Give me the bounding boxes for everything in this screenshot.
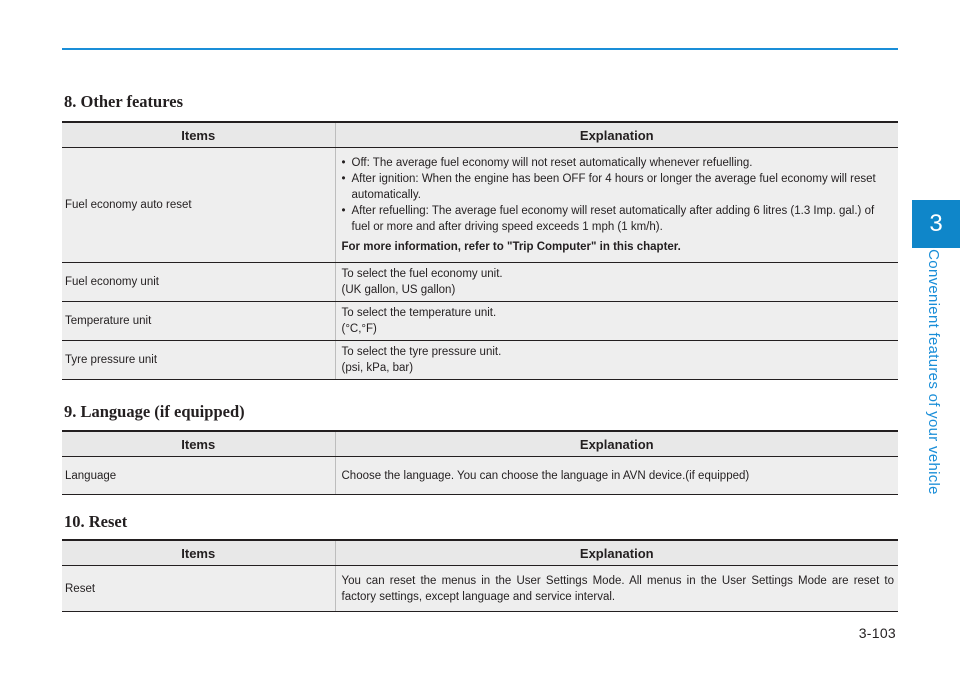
explanation-cell — [335, 148, 898, 263]
explanation-column-header: Explanation — [335, 431, 898, 457]
table-row-fuel-economy-auto-reset — [62, 148, 898, 263]
explanation-column-header: Explanation — [335, 540, 898, 566]
bullet-after-ignition: • After ignition: When the engine has been OFF for 4 hours or longer the average fuel economy will reset automatically. — [342, 171, 895, 203]
reference-note: For more information, refer to "Trip Computer" in this chapter. — [341, 241, 681, 253]
explanation-options: (psi, kPa, bar) — [341, 362, 414, 374]
explanation-cell — [335, 263, 898, 302]
items-column-header: Items — [62, 540, 335, 566]
bullet-off: • Off: The average fuel economy will not reset automatically whenever refuelling. — [342, 155, 895, 171]
item-cell: Fuel economy unit — [62, 263, 335, 302]
section-heading-language: 9. Language (if equipped) — [64, 402, 245, 421]
table-header-row — [62, 540, 898, 566]
table-row-fuel-economy-unit — [62, 263, 898, 302]
top-rule — [62, 48, 898, 50]
page-number: 3-103 — [858, 625, 896, 641]
table-row-language — [62, 457, 898, 495]
table-header-row — [62, 431, 898, 457]
explanation-line: To select the temperature unit. — [341, 307, 497, 319]
explanation-line: To select the tyre pressure unit. — [341, 346, 502, 358]
explanation-line: To select the fuel economy unit. — [341, 268, 503, 280]
item-cell: Temperature unit — [62, 302, 335, 341]
other-features-table — [62, 121, 898, 380]
bullet-after-refuelling: • After refuelling: The average fuel economy will reset automatically after adding 6 litres (1.3 Imp. gal.) of fuel or more and after driving speed exceeds 1 mph (1 km/h). — [342, 203, 895, 235]
explanation-cell — [335, 302, 898, 341]
language-table — [62, 430, 898, 495]
explanation-cell — [335, 341, 898, 380]
chapter-title: Convenient features of your vehicle — [925, 249, 942, 495]
table-row-temperature-unit — [62, 302, 898, 341]
section-heading-other-features: 8. Other features — [64, 92, 183, 111]
table-row-tyre-pressure-unit — [62, 341, 898, 380]
table-row-reset — [62, 566, 898, 612]
chapter-number: 3 — [929, 210, 943, 237]
explanation-options: (°C,°F) — [341, 323, 377, 335]
bullet-list — [342, 155, 895, 235]
item-cell: Fuel economy auto reset — [62, 148, 335, 263]
item-cell: Language — [62, 457, 335, 495]
item-cell: Reset — [62, 566, 335, 612]
item-cell: Tyre pressure unit — [62, 341, 335, 380]
explanation-options: (UK gallon, US gallon) — [341, 284, 456, 296]
reset-table — [62, 539, 898, 612]
explanation-cell: Choose the language. You can choose the language in AVN device.(if equipped) — [335, 457, 898, 495]
items-column-header: Items — [62, 122, 335, 148]
section-heading-reset: 10. Reset — [64, 512, 128, 531]
items-column-header: Items — [62, 431, 335, 457]
explanation-cell: You can reset the menus in the User Settings Mode. All menus in the User Settings Mode are reset to factory settings, except language and service interval. — [335, 566, 898, 612]
table-header-row — [62, 122, 898, 148]
explanation-column-header: Explanation — [335, 122, 898, 148]
